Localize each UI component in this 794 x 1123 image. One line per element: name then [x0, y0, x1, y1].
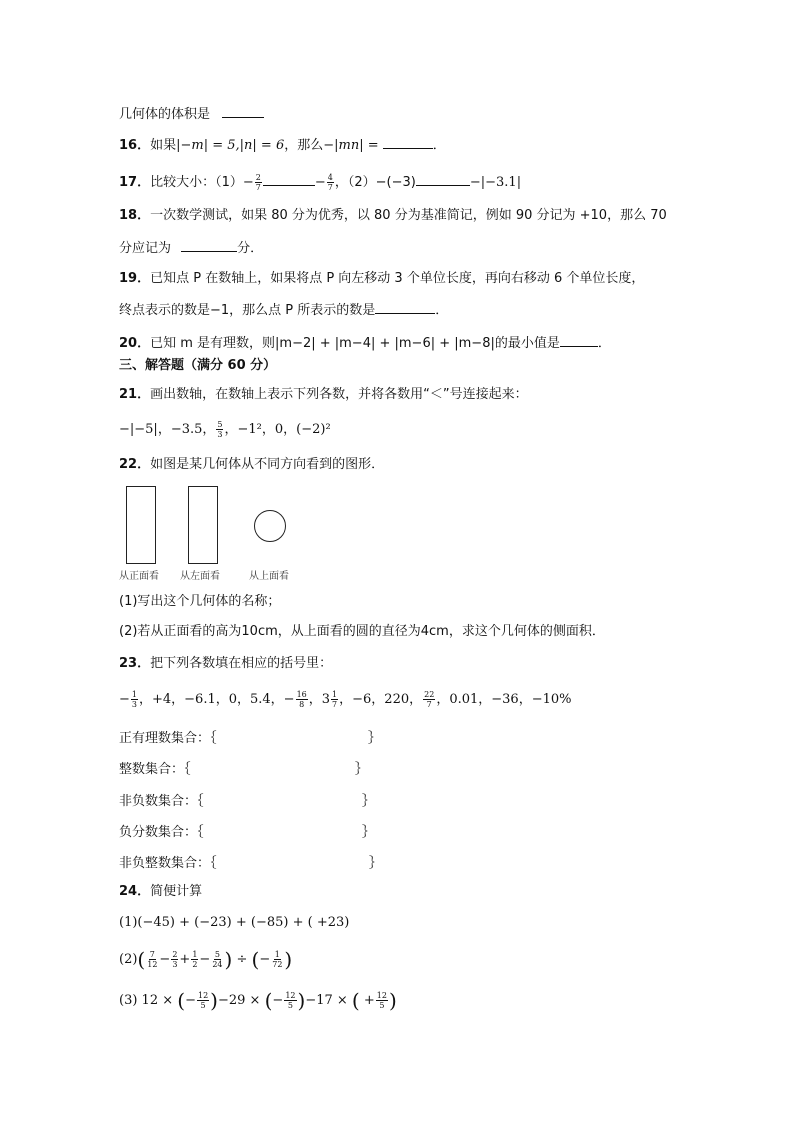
- q23-number-list: − $\frac{1}{3}$ ，+4，−6.1，0，5.4，− $\frac{16}{8}$ ，3 $\frac{1}{7}$ ，−6，220， $\frac{22}{7}$ ，0.01，−36，−10%: [119, 690, 572, 709]
- q24-p3-mid: −29 ×: [217, 993, 261, 1008]
- answer-blank[interactable]: [181, 238, 237, 252]
- question-number: 24．: [119, 884, 151, 899]
- q24-part1: (1)(−45) + (−23) + (−85) + ( +23): [119, 915, 350, 930]
- q24-part2: (2)( $\frac{7}{12}$ − $\frac{2}{3}$ + $\frac{1}{2}$ − $\frac{5}{24}$ ) ÷ (− $\frac{1}{72}$ ): [119, 947, 293, 972]
- q20-end: ．: [597, 336, 611, 351]
- q17-minus: −: [314, 175, 326, 190]
- q17-mid: ，（2）−(−3): [334, 175, 416, 190]
- set-close-brace: ｝: [362, 794, 376, 809]
- q24-text: 简便计算: [150, 884, 203, 899]
- q15-tail-text: 几何体的体积是: [119, 107, 211, 122]
- q22-text: 如图是某几何体从不同方向看到的图形．: [150, 457, 385, 472]
- question-21: [119, 386, 528, 404]
- answer-blank[interactable]: [263, 172, 315, 186]
- view-caption-front: 从正面看: [119, 571, 159, 582]
- question-19: [119, 270, 644, 288]
- question-18: [119, 207, 667, 225]
- set-negative-fraction-label: 负分数集合：｛: [119, 825, 204, 840]
- set-positive-rational-label: 正有理数集合：｛: [119, 731, 217, 746]
- section-title: 三、解答题（满分 60 分）: [119, 358, 277, 373]
- q19-line2-pre: 终点表示的数是−1，那么点 P 所表示的数是: [119, 303, 376, 318]
- q22-part1: (1)写出这个几何体的名称；: [119, 594, 281, 609]
- fraction: $\frac{2}{7}$: [255, 173, 261, 192]
- fraction: $\frac{16}{8}$: [296, 690, 307, 709]
- part-label: (2): [119, 952, 138, 967]
- set-close-brace: ｝: [355, 762, 369, 777]
- q18-line2-end: 分．: [237, 241, 264, 256]
- answer-blank[interactable]: [416, 172, 470, 186]
- answer-blank[interactable]: [560, 333, 598, 347]
- q21-nums-a: −|−5|，−3.5，: [119, 422, 216, 437]
- q20-text: 已知 m 是有理数，则|m−2| + |m−4| + |m−6| + |m−8|的最小值是: [150, 336, 560, 351]
- answer-blank[interactable]: [383, 135, 433, 149]
- q18-line1: 一次数学测试，如果 80 分为优秀，以 80 分为基准简记，例如 90 分记为 +10，那么 70: [150, 208, 667, 223]
- q21-numbers: [119, 420, 331, 439]
- set-close-brace: ｝: [369, 856, 383, 871]
- question-number: 21．: [119, 387, 151, 402]
- q16-pre: 如果: [150, 138, 177, 153]
- set-nonnegative-label: 非负数集合：｛: [119, 794, 204, 809]
- question-number: 17．: [119, 175, 151, 190]
- view-caption-left: 从左面看: [180, 571, 220, 582]
- question-number: 19．: [119, 271, 151, 286]
- question-16: [119, 135, 446, 155]
- q17-minus: −: [242, 175, 254, 190]
- answer-blank[interactable]: [375, 300, 435, 314]
- q24-part3: (3) 12 × (− $\frac{12}{5}$ )−29 × (− $\frac{12}{5}$ )−17 × ( + $\frac{12}{5}$ ): [119, 988, 397, 1013]
- q23-list-c: ，−6，220，: [339, 692, 423, 707]
- question-23: [119, 655, 332, 673]
- question-18-line2: [119, 238, 263, 258]
- question-19-line2: [119, 300, 448, 320]
- question-20: [119, 333, 611, 353]
- question-number: 18．: [119, 208, 151, 223]
- q21-nums-b: ，−1²，0，(−2)²: [224, 422, 331, 437]
- view-caption-top: 从上面看: [249, 571, 289, 582]
- set-nonnegative-integer-label: 非负整数集合：｛: [119, 856, 217, 871]
- q23-list-b: ，3: [308, 692, 331, 707]
- q23-list-d: ，0.01，−36，−10%: [436, 692, 572, 707]
- top-view-circle: [254, 510, 286, 542]
- q16-expr2: −|mn| =: [323, 138, 379, 153]
- q16-expr1: |−m| = 5,|n| = 6: [176, 138, 285, 153]
- q24-p3-mid2: −17 ×: [305, 993, 348, 1008]
- left-view-rectangle: [188, 486, 218, 564]
- q17-pre: 比较大小：（1）: [150, 175, 243, 190]
- fraction: $\frac{5}{3}$: [217, 420, 223, 439]
- answer-blank[interactable]: [222, 104, 264, 118]
- q22-part2: (2)若从正面看的高为10cm，从上面看的圆的直径为4cm，求这个几何体的侧面积．: [119, 624, 605, 639]
- q23-text: 把下列各数填在相应的括号里：: [150, 656, 333, 671]
- set-close-brace: ｝: [368, 731, 382, 746]
- fraction: $\frac{1}{3}$: [131, 690, 137, 709]
- q18-line2-pre: 分应记为: [119, 241, 172, 256]
- question-number: 16．: [119, 138, 151, 153]
- question-24: [119, 883, 202, 901]
- q23-list-a: ，+4，−6.1，0，5.4，−: [139, 692, 295, 707]
- q19-line1: 已知点 P 在数轴上，如果将点 P 向左移动 3 个单位长度，再向右移动 6 个单位长度，: [150, 271, 645, 286]
- q19-line2-end: ．: [435, 303, 449, 318]
- set-integer-label: 整数集合：｛: [119, 762, 191, 777]
- fraction: $\frac{22}{7}$: [424, 690, 435, 709]
- fraction: $\frac{4}{7}$: [327, 173, 333, 192]
- question-17: [119, 172, 521, 192]
- q21-text: 画出数轴，在数轴上表示下列各数，并将各数用“＜”号连接起来：: [150, 387, 528, 402]
- question-22: [119, 456, 384, 474]
- question-number: 20．: [119, 336, 151, 351]
- question-number: 23．: [119, 656, 151, 671]
- front-view-rectangle: [126, 486, 156, 564]
- divide-sign: ÷: [236, 952, 248, 967]
- fraction: $\frac{1}{7}$: [332, 690, 338, 709]
- q15-tail: [119, 104, 264, 124]
- part-label: (3) 12 ×: [119, 993, 174, 1008]
- set-close-brace: ｝: [362, 825, 376, 840]
- q17-end: −|−3.1|: [469, 175, 522, 190]
- q16-end: ．: [432, 138, 446, 153]
- question-number: 22．: [119, 457, 151, 472]
- q16-mid: ，那么: [284, 138, 324, 153]
